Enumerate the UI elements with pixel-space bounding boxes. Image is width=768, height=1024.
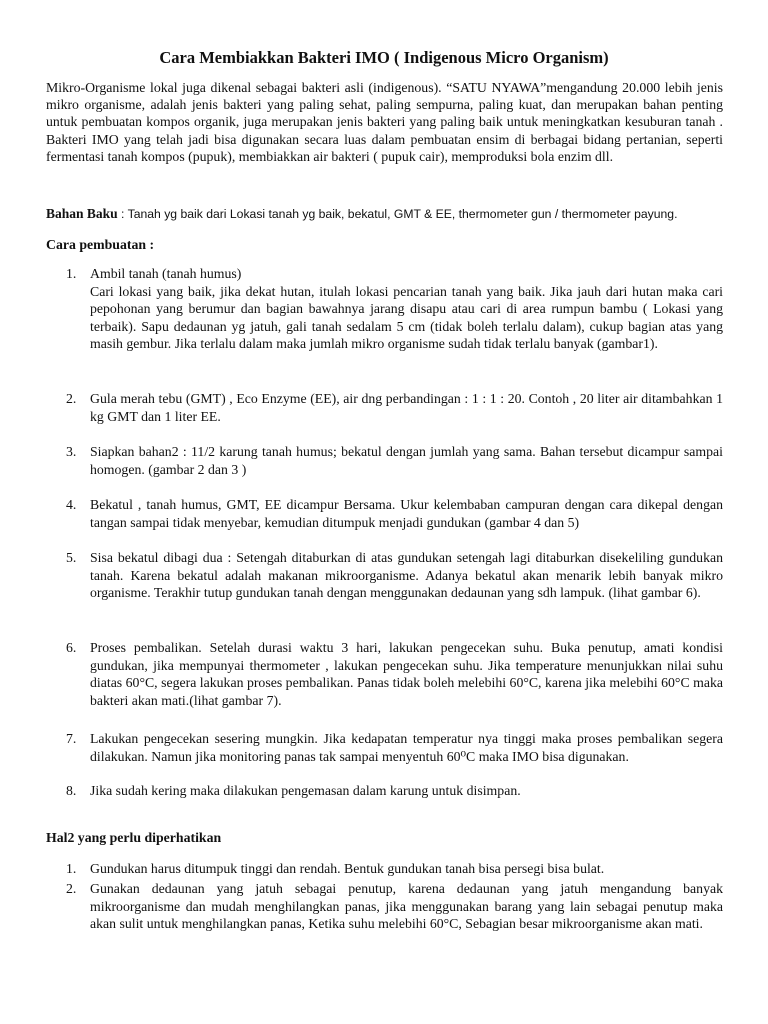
hal-perlu-diperhatikan-heading: Hal2 yang perlu diperhatikan [46,830,222,845]
step-text: Proses pembalikan. Setelah durasi waktu 3 hari, lakukan pengecekan suhu. Buka penutup, amati kondisi gundukan, jika mempunyai thermometer , lakukan pengecekan suhu. Jika temperature menunjukkan nilai suhu diatas 60°C, segera lakukan proses pembalikan. Panas tidak boleh melebihi 60°C, karena jika melebihi 60°C maka bakteri akan mati.(lihat gambar 7). [90,640,723,708]
step-number: 1. [66,266,77,281]
step-text: Jika sudah kering maka dilakukan pengemasan dalam karung untuk disimpan. [90,783,521,798]
step-text: Lakukan pengecekan sesering mungkin. Jika kedapatan temperatur nya tinggi maka proses pembalikan segera dilakukan. Namun jika monitoring panas tak sampai menyentuh 60⁰C maka IMO bisa digunakan. [90,731,723,764]
step-number: 2. [66,391,77,406]
step-item [46,730,723,765]
step-text: Gula merah tebu (GMT) , Eco Enzyme (EE), air dng perbandingan : 1 : 1 : 20. Contoh , 20 liter air ditambahkan 1 kg GMT dan 1 liter EE. [90,391,723,424]
step-text: Ambil tanah (tanah humus) Cari lokasi yang baik, jika dekat hutan, itulah lokasi pencarian tanah yang baik. Jika jauh dari hutan maka cari pepohonan yang berumur dan bagian bawahnya jarang disapu atau cari di area rumpun bambu ( Lokasi yang terbaik). Sapu dedaunan yg jatuh, gali tanah sedalam 5 cm (tidak boleh terlalu dalam), cukup bagian atas yang masih gembur. Jika terlalu dalam maka jumlah mikro organisme sudah tidak terlalu banyak (gambar1). [90,266,723,352]
note-number: 2. [66,881,77,896]
step-text: Bekatul , tanah humus, GMT, EE dicampur Bersama. Ukur kelembaban campuran dengan cara dikepal dengan tangan sampai tidak menyebar, kemudian ditumpuk menjadi gundukan (gambar 4 dan 5) [90,497,723,530]
step-number: 5. [66,550,77,565]
step-item [46,265,723,353]
note-text: Gunakan dedaunan yang jatuh sebagai penutup, karena dedaunan yang jatuh mengandung banyak mikroorganisme dan mudah menghilangkan panas, jika menggunakan barang yang lain sebagai penutup maka akan sulit untuk menghilangkan panas, Ketika suhu melebihi 60°C, Sebagian besar mikroorganisme akan mati. [90,881,723,932]
step-item [46,639,723,709]
note-text: Gundukan harus ditumpuk tinggi dan rendah. Bentuk gundukan tanah bisa persegi bisa bulat. [90,861,605,876]
step-number: 8. [66,783,77,798]
step-number: 3. [66,444,77,459]
step-number: 4. [66,497,77,512]
bahan-baku-text: : Tanah yg baik dari Lokasi tanah yg baik, bekatul, GMT & EE, thermometer gun / thermometer payung. [121,207,678,221]
intro-paragraph: Mikro-Organisme lokal juga dikenal sebagai bakteri asli (indigenous). “SATU NYAWA”mengandung 20.000 lebih jenis mikro organisme, adalah jenis bakteri yang paling sehat, paling sempurna, paling kuat, dan merupakan bahan penting untuk pembuatan kompos organik, juga merupakan jenis bakteri yang paling baik untuk meningkatkan kesuburan tanah . Bakteri IMO yang telah jadi bisa digunakan secara luas dalam pembuatan ensim di berbagai bidang pertanian, seperti fermentasi tanah kompos (pupuk), membiakkan air bakteri ( pupuk cair), memproduksi bola enzim dll. [46,80,723,164]
step-item [46,782,723,800]
bahan-baku-label: Bahan Baku [46,206,118,221]
note-number: 1. [66,861,77,876]
bahan-baku-paragraph [46,205,746,223]
step-item [46,549,723,602]
note-item [46,860,723,878]
document-title: Cara Membiakkan Bakteri IMO ( Indigenous Micro Organism) [159,48,609,67]
step-text: Siapkan bahan2 : 11/2 karung tanah humus; bekatul dengan jumlah yang sama. Bahan tersebut dicampur sampai homogen. (gambar 2 dan 3 ) [90,444,723,477]
step-item [46,390,723,425]
note-item [46,880,723,933]
step-text: Sisa bekatul dibagi dua : Setengah ditaburkan di atas gundukan setengah lagi ditaburkan disekeliling gundukan tanah. Karena bekatul adalah makanan mikroorganisme. Adanya bekatul akan menarik lebih banyak mikro organisme. Terakhir tutup gundukan tanah dengan menggunakan dedaunan yang sdh lampuk. (lihat gambar 6). [90,550,723,601]
cara-pembuatan-heading: Cara pembuatan : [46,237,155,252]
step-item [46,443,723,478]
step-item [46,496,723,531]
step-number: 6. [66,640,77,655]
step-number: 7. [66,731,77,746]
